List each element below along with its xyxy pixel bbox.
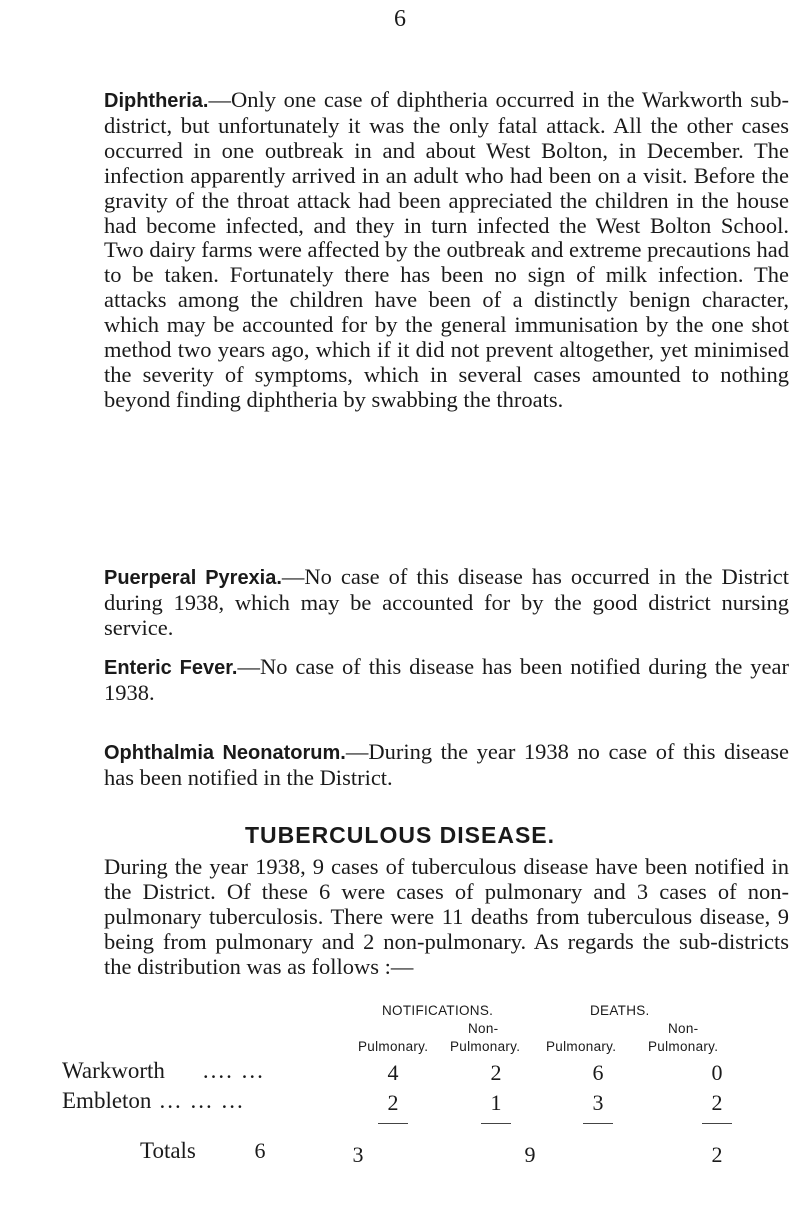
warkworth-label: Warkworth — [62, 1058, 165, 1083]
total-rule — [481, 1123, 511, 1124]
table-row-label — [62, 1058, 265, 1084]
table-cell: 6 — [592, 1060, 604, 1085]
enteric-paragraph — [60, 655, 789, 706]
leader-dots: ... ... ... — [159, 1088, 245, 1113]
table-row-label — [62, 1088, 245, 1114]
total-cell: 9 — [524, 1142, 536, 1167]
table-cell: 1 — [490, 1090, 502, 1115]
ophthalmia-paragraph — [60, 740, 789, 791]
table-cell: 4 — [387, 1060, 399, 1085]
table-cell: 2 — [490, 1060, 502, 1085]
total-rule — [702, 1123, 732, 1124]
puerperal-paragraph — [60, 565, 789, 641]
diphtheria-heading: Diphtheria. — [104, 90, 209, 112]
col-deaths-pulmonary: Pulmonary. — [546, 1039, 617, 1054]
puerperal-text: —No case of this disease has occurred in the District during 1938, which may be accounted for by the good district nursing service. — [104, 564, 789, 640]
col-notif-pulmonary: Pulmonary. — [358, 1039, 429, 1054]
enteric-text: —No case of this disease has been notified during the year 1938. — [104, 654, 789, 705]
ophthalmia-heading: Ophthalmia Neonatorum. — [104, 742, 346, 764]
total-cell: 2 — [711, 1142, 723, 1167]
embleton-label: Embleton — [62, 1088, 152, 1113]
col-notif-non-pulmonary: Pulmonary. — [450, 1039, 521, 1054]
table-cell: 0 — [711, 1060, 723, 1085]
deaths-header: DEATHS. — [590, 1003, 650, 1018]
total-cell: 6 — [254, 1138, 266, 1163]
totals-label: Totals — [140, 1138, 196, 1163]
leader-dots: .... ... — [202, 1058, 265, 1083]
total-rule — [378, 1123, 408, 1124]
tuberculous-paragraph: During the year 1938, 9 cases of tuberculous disease have been notified in the District. Of these 6 were cases of pulmonary and 3 cases of non-pulmonary tuberculosis. There were 11 deaths from tuberculous disease, 9 being from pulmonary and 2 non-pulmonary. As regards the sub-districts the distribution was as follows :— — [104, 854, 789, 979]
ophthalmia-text: —During the year 1938 no case of this disease has been notified in the District. — [104, 739, 790, 790]
table-cell: 2 — [387, 1090, 399, 1115]
notifications-header: NOTIFICATIONS. — [382, 1003, 494, 1018]
total-rule — [583, 1123, 613, 1124]
page-number: 6 — [394, 6, 406, 32]
notifications-non-label: Non- — [468, 1021, 499, 1036]
table-cell: 2 — [711, 1090, 723, 1115]
col-deaths-non-pulmonary: Pulmonary. — [648, 1039, 719, 1054]
table-cell: 3 — [592, 1090, 604, 1115]
diphtheria-text: —Only one case of diphtheria occurred in the Warkworth sub-district, but unfortunately it was the only fatal attack. All the other cases occurred in one outbreak in and about West Bolton, in December. The infection apparently arrived in an adult who had been on a visit. Before the gravity of the throat attack had been appreciated the children in the house had become infected, and they in turn infected the West Bolton School. Two dairy farms were affected by the outbreak and extreme precautions had to be taken. Fortunately there has been no sign of milk infection. The attacks among the children have been of a distinctly benign character, which may be accounted for by the general immunisation by the one shot method two years ago, which if it did not prevent altogether, yet minimised the severity of symptoms, which in several cases amounted to nothing beyond finding diphtheria by swabbing the throats. — [104, 87, 789, 412]
diphtheria-paragraph — [60, 88, 789, 413]
total-cell: 3 — [352, 1142, 364, 1167]
puerperal-heading: Puerperal Pyrexia. — [104, 567, 282, 589]
tuberculous-title: TUBERCULOUS DISEASE. — [244, 822, 556, 848]
deaths-non-label: Non- — [668, 1021, 699, 1036]
enteric-heading: Enteric Fever. — [104, 657, 238, 679]
